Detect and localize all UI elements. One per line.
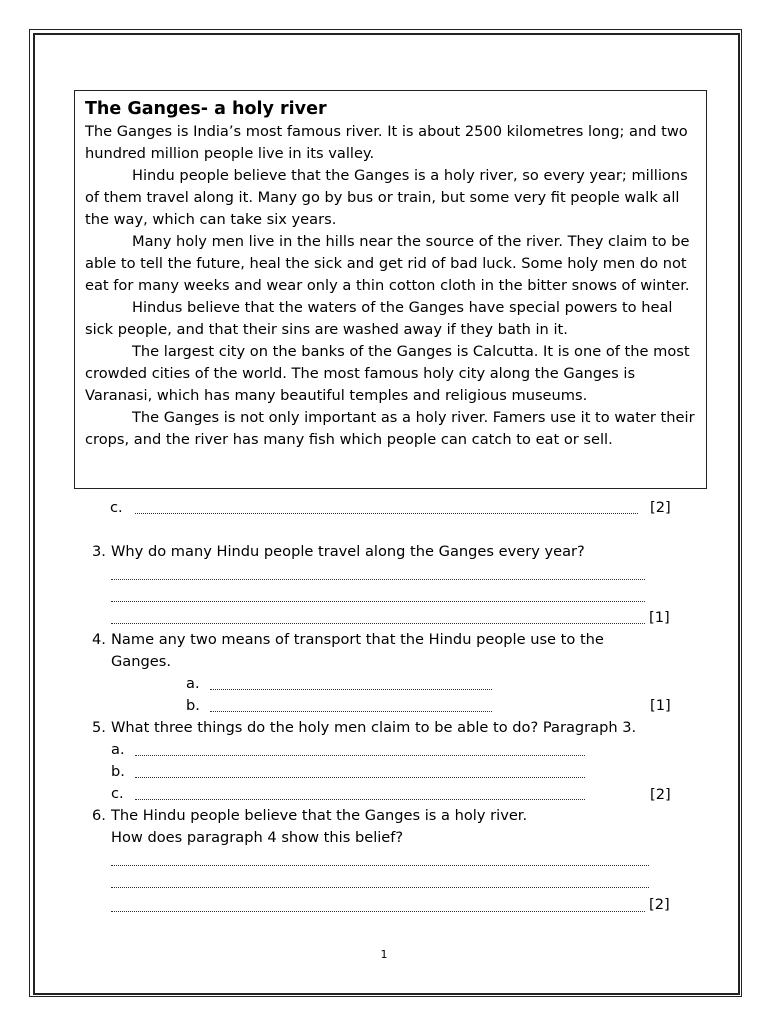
q5-mark: [2] (650, 786, 671, 803)
q6-text-line-1: The Hindu people believe that the Ganges is a holy river. (111, 807, 528, 824)
q3-mark: [1] (649, 609, 670, 626)
q3-answer-line-1[interactable] (111, 578, 645, 580)
q4-mark: [1] (650, 697, 671, 714)
q2c-mark: [2] (650, 499, 671, 516)
passage-paragraph-4: Hindus believe that the waters of the Ganges have special powers to heal sick people, and that their sins are washed away if they bath in it. (85, 299, 673, 338)
reading-passage (74, 90, 707, 489)
q6-answer-line-3[interactable] (111, 910, 645, 912)
q5c-label: c. (111, 785, 124, 802)
q6-answer-line-2[interactable] (111, 886, 649, 888)
q4-text-line-1: Name any two means of transport that the Hindu people use to the (111, 631, 604, 648)
passage-paragraph-6: The Ganges is not only important as a holy river. Famers use it to water their crops, and the river has many fish which people can catch to eat or sell. (85, 409, 695, 448)
q6-mark: [2] (649, 896, 670, 913)
q5b-answer-line[interactable] (135, 776, 585, 778)
q3-number: 3. (92, 543, 106, 560)
page-number: 1 (380, 948, 388, 961)
q5-number: 5. (92, 719, 106, 736)
passage-paragraph-1: The Ganges is India’s most famous river. It is about 2500 kilometres long; and two hundred million people live in its valley. (85, 123, 688, 162)
q4a-answer-line[interactable] (210, 688, 492, 690)
q4-text-line-2: Ganges. (111, 653, 171, 670)
passage-paragraph-5: The largest city on the banks of the Ganges is Calcutta. It is one of the most crowded cities of the world. The most famous holy city along the Ganges is Varanasi, which has many beautiful temples and religious museums. (85, 343, 690, 404)
q5a-answer-line[interactable] (135, 754, 585, 756)
q3-text: Why do many Hindu people travel along the Ganges every year? (111, 543, 585, 560)
q3-answer-line-3[interactable] (111, 622, 645, 624)
passage-title: The Ganges- a holy river (85, 99, 327, 119)
q5c-answer-line[interactable] (135, 798, 585, 800)
q5a-label: a. (111, 741, 125, 758)
q6-text-line-2: How does paragraph 4 show this belief? (111, 829, 404, 846)
q5-text: What three things do the holy men claim to be able to do? Paragraph 3. (111, 719, 637, 736)
q2c-label: c. (110, 499, 123, 516)
q6-answer-line-1[interactable] (111, 864, 649, 866)
q2c-answer-line[interactable] (135, 512, 638, 514)
q4a-label: a. (186, 675, 200, 692)
q4b-answer-line[interactable] (210, 710, 492, 712)
q4-number: 4. (92, 631, 106, 648)
q4b-label: b. (186, 697, 200, 714)
q5b-label: b. (111, 763, 125, 780)
q6-number: 6. (92, 807, 106, 824)
q3-answer-line-2[interactable] (111, 600, 645, 602)
passage-paragraph-3: Many holy men live in the hills near the source of the river. They claim to be able to tell the future, heal the sick and get rid of bad luck. Some holy men do not eat for many weeks and wear only a thin cotton cloth in the bitter snows of winter. (85, 233, 690, 294)
passage-paragraph-2: Hindu people believe that the Ganges is a holy river, so every year; millions of them travel along it. Many go by bus or train, but some very fit people walk all the way, which can take six years. (85, 167, 688, 228)
